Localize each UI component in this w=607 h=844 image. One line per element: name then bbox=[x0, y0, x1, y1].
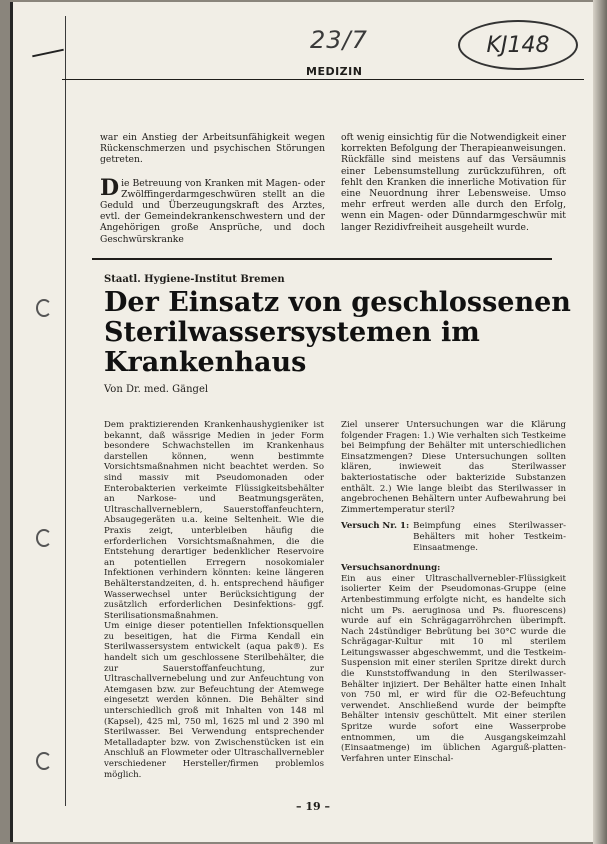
paragraph bbox=[100, 174, 325, 245]
experiment-description: Beimpfung eines Sterilwasser-Behälters mit hoher Testkeim-Einsaatmenge. bbox=[413, 521, 566, 553]
punch-hole bbox=[36, 529, 52, 547]
paragraph: Ziel unserer Untersuchungen war die Klärung folgender Fragen: 1.) Wie verhalten sich Testkeime bei Beimpfung der Behälter mit unterschiedlichen Einsatzmengen? Diese Untersuchungen sollten klären, inwieweit das Sterilwasser bakteriostatische oder bakterizide Substanzen enthält. 2.) Wie lange bleibt das Sterilwasser in angebrochenen Behältern unter Aufbewahrung bei Zimmertemperatur steril? bbox=[341, 420, 566, 515]
archive-code-stamp bbox=[458, 20, 578, 70]
article-right-column bbox=[341, 420, 566, 770]
paragraph: war ein Anstieg der Arbeitsunfähigkeit wegen Rückenschmerzen und psychischen Störungen getreten. bbox=[100, 132, 325, 166]
pen-mark bbox=[32, 49, 64, 58]
page-edge-shadow bbox=[593, 0, 607, 844]
subheading: Versuchsanordnung: bbox=[341, 563, 441, 574]
paragraph: oft wenig einsichtig für die Notwendigkeit einer korrekten Befolgung der Therapieanweisungen. Rückfälle sind meistens auf das Versäumnis einer Lebensumstellung zurückzuführen, oft fehlt den Kranken die innerliche Motivation für eine Neuordnung ihrer Lebensweise. Umso mehr erfreut werden alle durch den Erfolg, wenn ein Magen- oder Dünndarmgeschwür mit langer Rezidivfreiheit ausgeheilt wurde. bbox=[341, 132, 566, 233]
article-divider bbox=[92, 258, 552, 260]
experiment-label: Versuch Nr. 1: bbox=[341, 521, 410, 532]
punch-hole bbox=[36, 752, 52, 770]
drop-cap: D bbox=[100, 174, 120, 201]
article-left-column bbox=[104, 420, 324, 780]
institute-line: Staatl. Hygiene-Institut Bremen bbox=[104, 274, 285, 285]
author-line: Von Dr. med. Gängel bbox=[104, 384, 209, 395]
margin-line bbox=[65, 16, 66, 806]
paragraph-text: ie Betreuung von Kranken mit Magen- oder Zwölffingerdarmgeschwüren stellt an die Geduld und Überzeugungskraft des Arztes, evtl. der Gemeindekrankenschwestern und der Angehörigen große Ansprüche, und doch Geschwürskranke bbox=[100, 177, 325, 245]
section-label: MEDIZIN bbox=[306, 65, 363, 78]
paragraph: Ein aus einer Ultraschallvernebler-Flüssigkeit isolierter Keim der Pseudomonas-Gruppe (eine Artenbestimmung erfolgte nicht, es handelte sich nicht um Ps. aeruginosa und Ps. fluorescens) wurde auf ein Schrägagarröhrchen überimpft. Nach 24stündiger Bebrütung bei 30°C wurde die Schrägagar-Kultur mit 10 ml sterilem Leitungswasser abgeschwemmt, und die Testkeim-Suspension mit einer sterilen Spritze direkt durch die Kunststoffwandung in den Sterilwasser-Behälter injiziert. Der Behälter hatte einen Inhalt von 750 ml, er wird für die O2-Befeuchtung verwendet. Anschließend wurde der beimpfte Behälter intensiv geschüttelt. Mit einer sterilen Spritze wurde sofort eine Wasserprobe entnommen, um die Ausgangskeimzahl (Einsaatmenge) im üblichen Agarguß-platten-Verfahren unter Einschal- bbox=[341, 573, 566, 764]
paragraph: Um einige dieser potentiellen Infektionsquellen zu beseitigen, hat die Firma Kendall ein Sterilwassersystem entwickelt (aqua pak®). Es handelt sich um geschlossene Sterilbehälter, die zur Sauerstoffanfeuchtung, zur Ultraschallvernebelung und zur Anfeuchtung von Atemgasen bzw. zur Befeuchtung der Atemwege eingesetzt werden können. Die Behälter sind unterschiedlich groß mit Inhalten von 148 ml (Kapsel), 425 ml, 750 ml, 1625 ml und 2 390 ml Sterilwasser. Bei Verwendung entsprechender Metalladapter bzw. von Zwischenstücken ist ein Anschluß an Flowmeter oder Ultraschallvernebler verschiedener Hersteller/firmen problemlos möglich. bbox=[104, 621, 324, 780]
page-number: – 19 – bbox=[296, 800, 330, 813]
handwritten-date: 23/7 bbox=[310, 26, 368, 54]
header-rule bbox=[62, 79, 584, 80]
experiment-heading bbox=[341, 521, 566, 553]
previous-article-left-column bbox=[100, 132, 325, 245]
binding-edge bbox=[10, 2, 13, 842]
punch-hole bbox=[36, 299, 52, 317]
previous-article-right-column bbox=[341, 132, 566, 233]
paragraph: Dem praktizierenden Krankenhaushygieniker ist bekannt, daß wässrige Medien in jeder Form besondere Schwachstellen im Krankenhaus darstellen können, wenn bestimmte Vorsichtsmaßnahmen nicht beachtet werden. So sind massiv mit Pseudomonaden oder Enterobakterien verkeimte Flüssigkeitsbehälter an Narkose- und Beatmungsgeräten, Ultraschallverneblern, Sauerstoffanfeuchtern, Absaugegeräten u.a. keine Seltenheit. Wie die Praxis zeigt, unterbleiben häufig die erforderlichen Vorsichtsmaßnahmen, die die Entstehung derartiger bedenklicher Reservoire an potentiellen Erregern nosokomialer Infektionen verhindern könnten: keine längeren Behälterstandzeiten, d. h. entsprechend häufiger Wasserwechsel unter Berücksichtigung der zusätzlich erforderlichen Desinfektions- ggf. Sterilisationsmaßnahmen. bbox=[104, 420, 324, 621]
archive-code: KJ148 bbox=[486, 32, 550, 58]
document-page bbox=[10, 2, 593, 842]
article-title: Der Einsatz von geschlossenen Sterilwassersystemen im Krankenhaus bbox=[104, 287, 571, 378]
